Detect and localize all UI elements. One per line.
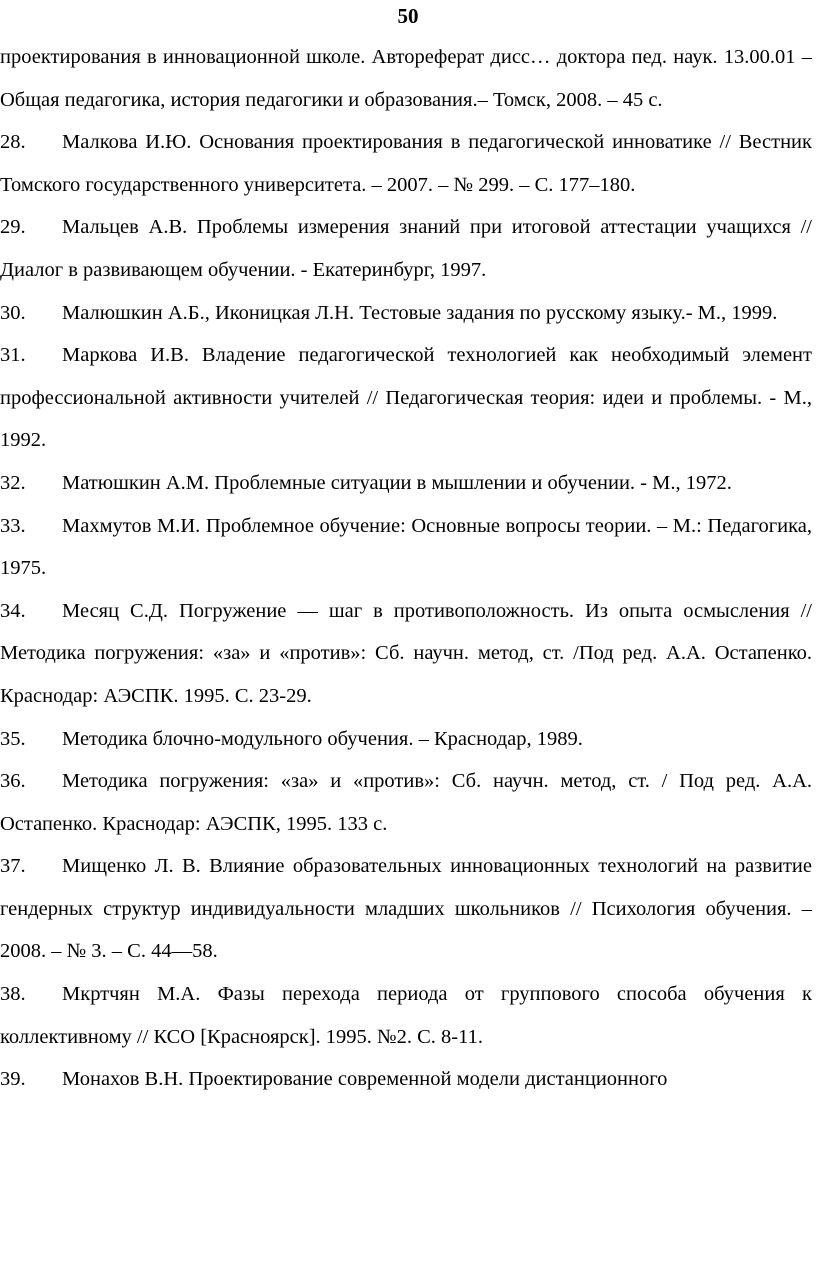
reference-text: Монахов В.Н. Проектирование современной модели дистанционного — [62, 1068, 668, 1091]
reference-item — [0, 845, 812, 973]
reference-item — [0, 292, 812, 335]
reference-number: 38. — [0, 983, 26, 1006]
reference-item — [0, 760, 812, 845]
reference-text: Мкртчян М.А. Фазы перехода периода от группового способа обучения к коллективному // КСО [Красноярск]. 1995. №2. С. 8-11. — [0, 983, 812, 1048]
reference-number: 29. — [0, 216, 26, 239]
reference-text: Методика блочно-модульного обучения. – Краснодар, 1989. — [62, 727, 583, 750]
reference-text: Матюшкин А.М. Проблемные ситуации в мышлении и обучении. - М., 1972. — [62, 471, 732, 494]
reference-text: Малкова И.Ю. Основания проектирования в педагогической инноватике // Вестник Томского государственного университета. – 2007. – № 299. – С. 177–180. — [0, 131, 812, 196]
reference-item — [0, 973, 812, 1058]
reference-number: 33. — [0, 514, 26, 537]
reference-item — [0, 462, 812, 505]
reference-number: 32. — [0, 471, 26, 494]
reference-item — [0, 590, 812, 718]
reference-item — [0, 334, 812, 462]
reference-list — [0, 36, 812, 1101]
reference-continuation: проектирования в инновационной школе. Автореферат дисс… доктора пед. наук. 13.00.01 – Общая педагогика, история педагогики и образования.– Томск, 2008. – 45 с. — [0, 46, 812, 111]
reference-number: 39. — [0, 1068, 26, 1091]
reference-item — [0, 206, 812, 291]
reference-text: Мальцев А.В. Проблемы измерения знаний при итоговой аттестации учащихся // Диалог в развивающем обучении. - Екатеринбург, 1997. — [0, 216, 812, 281]
reference-item — [0, 505, 812, 590]
reference-number: 31. — [0, 344, 26, 367]
reference-text: Маркова И.В. Владение педагогической технологией как необходимый элемент профессиональной активности учителей // Педагогическая теория: идеи и проблемы. - М., 1992. — [0, 344, 812, 452]
reference-item — [0, 121, 812, 206]
reference-text: Месяц С.Д. Погружение — шаг в противоположность. Из опыта осмысления // Методика погружения: «за» и «против»: Сб. научн. метод, ст. /Под ред. А.А. Остапенко. Краснодар: АЭСПК. 1995. С. 23-29. — [0, 599, 812, 707]
reference-text: Мищенко Л. В. Влияние образовательных инновационных технологий на развитие гендерных структур индивидуальности младших школьников // Психология обучения. – 2008. – № 3. – С. 44—58. — [0, 855, 812, 963]
reference-item — [0, 1058, 812, 1101]
reference-text: Малюшкин А.Б., Иконицкая Л.Н. Тестовые задания по русскому языку.- М., 1999. — [62, 301, 778, 324]
reference-number: 36. — [0, 770, 26, 793]
reference-text: Методика погружения: «за» и «против»: Сб. научн. метод, ст. / Под ред. А.А. Остапенко. Краснодар: АЭСПК, 1995. 133 с. — [0, 770, 812, 835]
reference-text: Махмутов М.И. Проблемное обучение: Основные вопросы теории. – М.: Педагогика, 1975. — [0, 514, 812, 580]
reference-number: 34. — [0, 599, 26, 622]
reference-item — [0, 718, 812, 761]
page-number: 50 — [397, 4, 419, 28]
reference-number: 35. — [0, 727, 26, 750]
reference-number: 30. — [0, 301, 26, 324]
reference-number: 28. — [0, 131, 26, 154]
reference-number: 37. — [0, 855, 26, 878]
